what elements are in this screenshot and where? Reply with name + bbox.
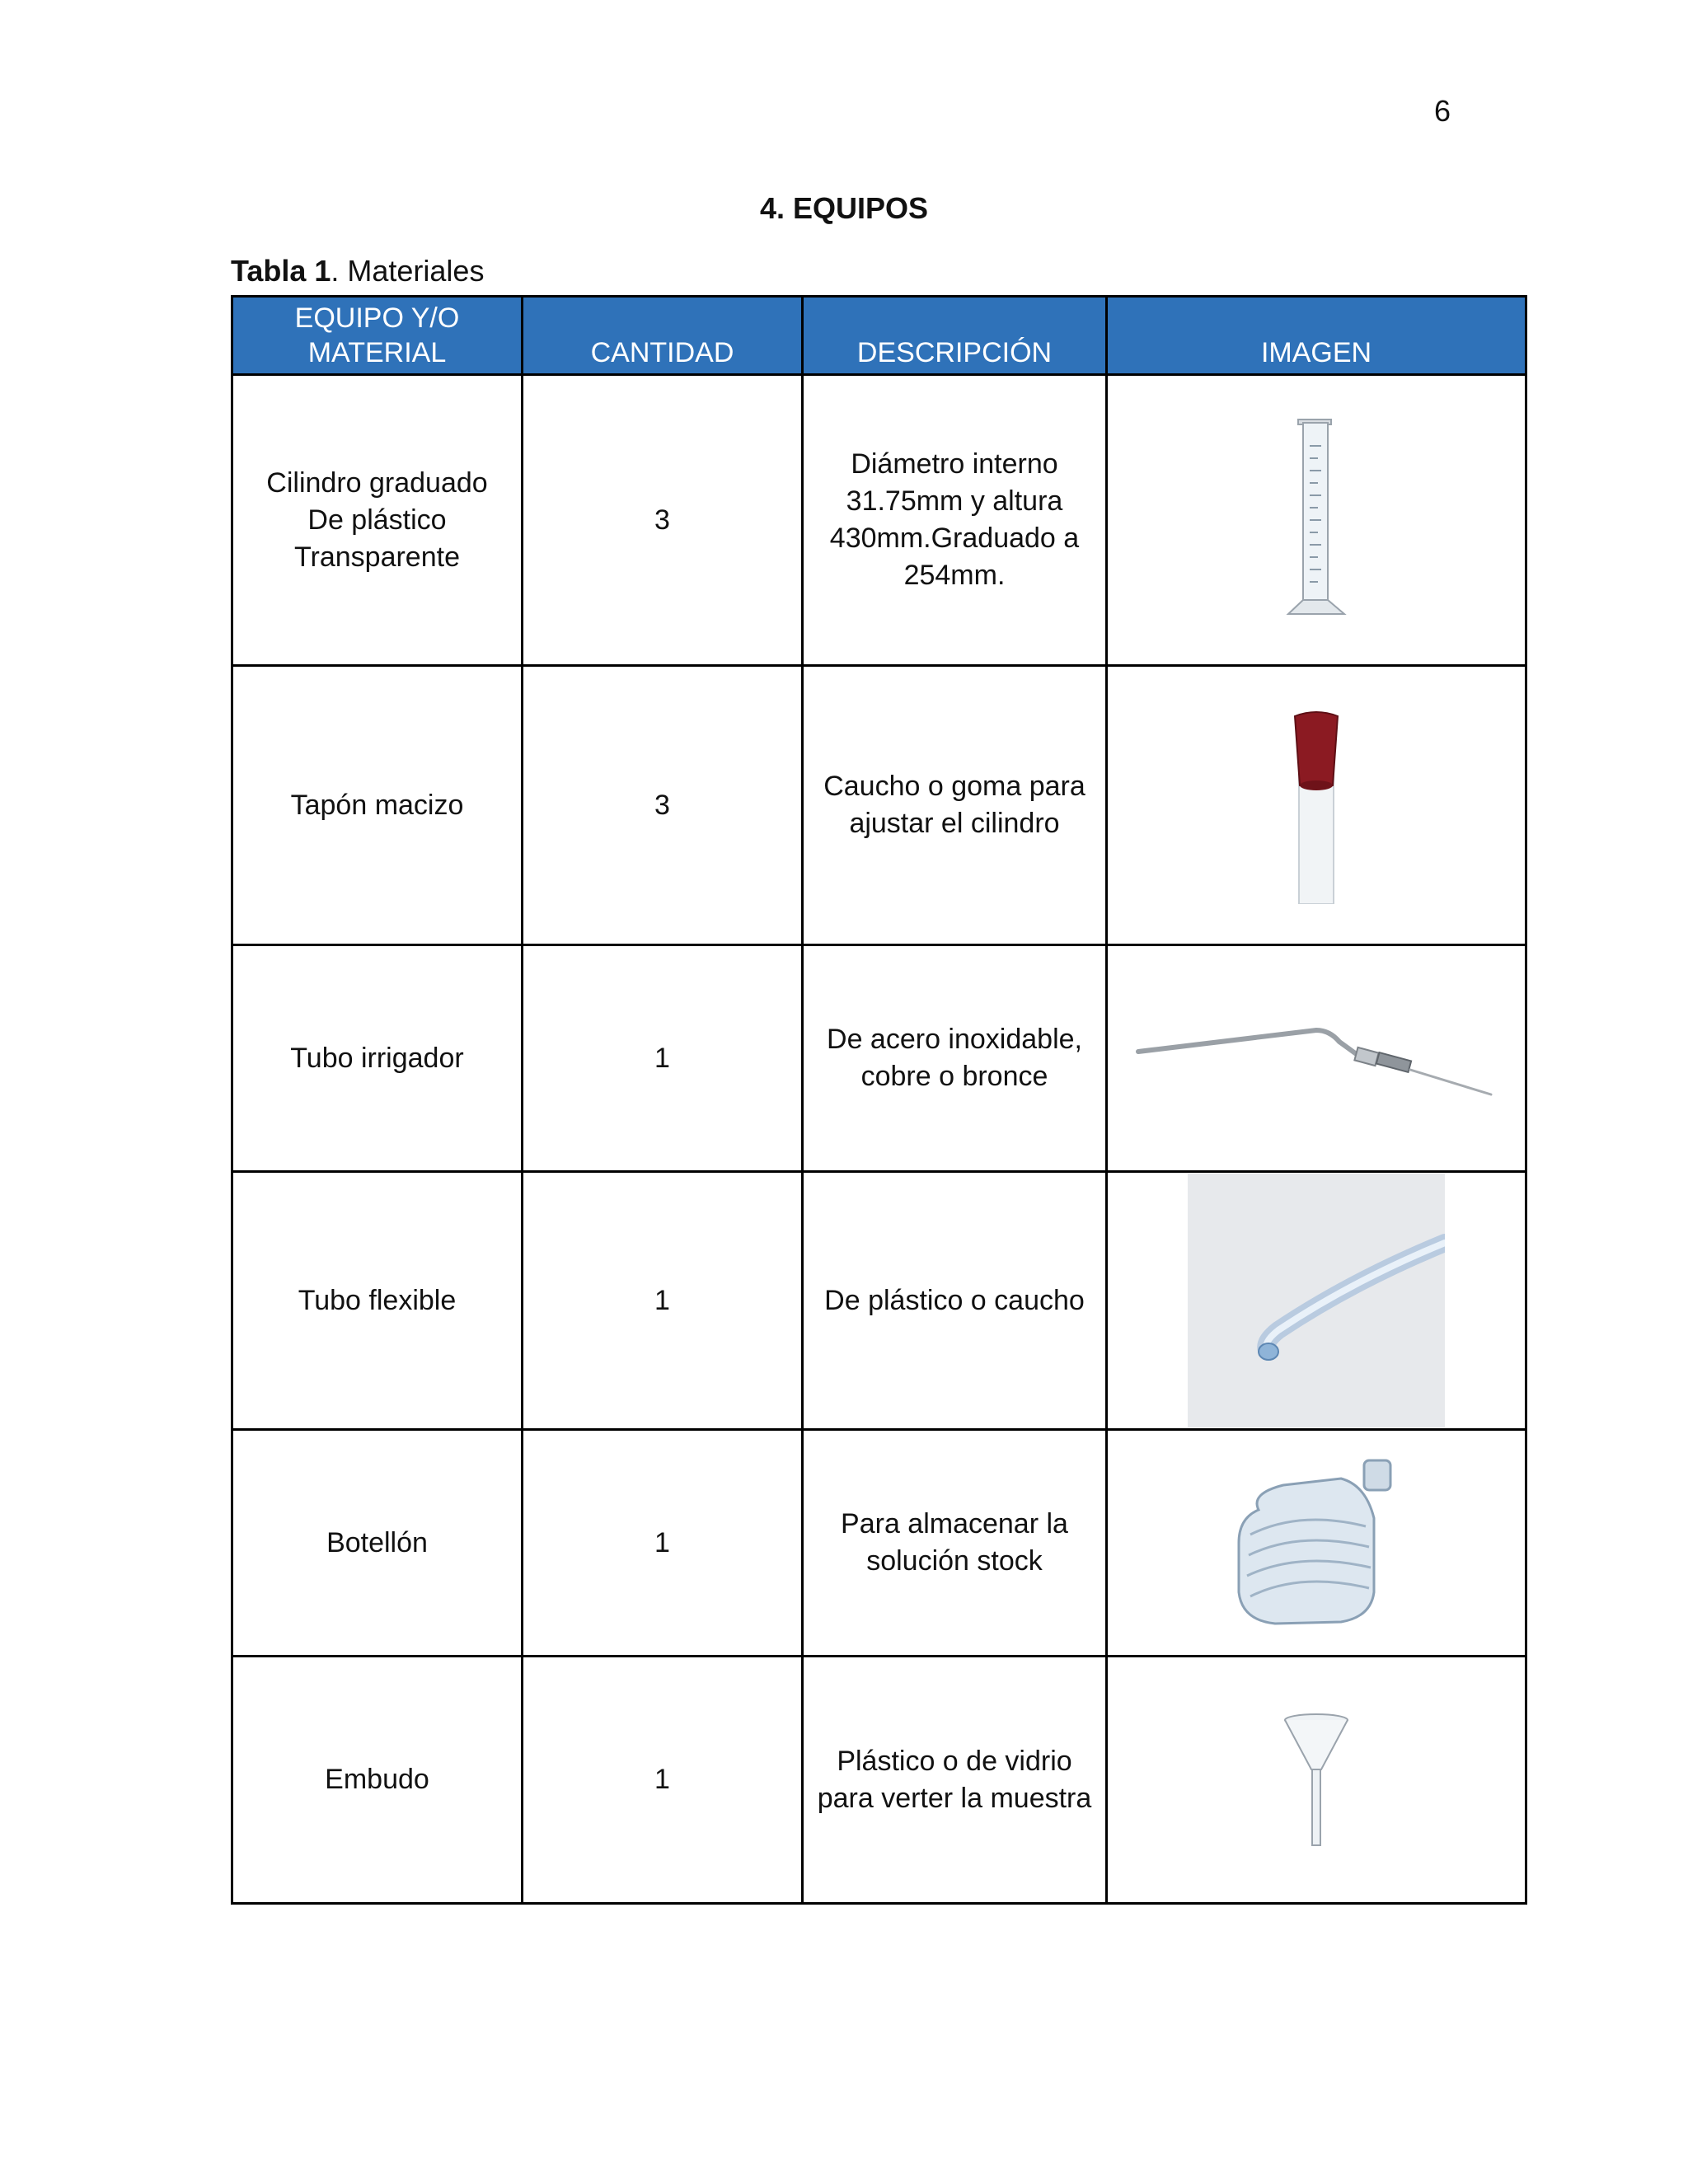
cell-imagen (1107, 1657, 1526, 1904)
table-row (232, 945, 1526, 1172)
table-caption (231, 254, 484, 288)
flexible-tube-icon (1188, 1174, 1445, 1427)
header-descripcion: DESCRIPCIÓN (803, 297, 1107, 375)
section-title: 4. EQUIPOS (759, 191, 929, 225)
bottle-icon (1217, 1452, 1415, 1633)
cell-cantidad: 1 (523, 1657, 803, 1904)
table-header-row (232, 297, 1526, 375)
cell-imagen (1107, 1430, 1526, 1657)
cell-cantidad: 3 (523, 375, 803, 666)
cell-descripcion: Plástico o de vidrio para verter la muestra (803, 1657, 1107, 1904)
cell-material: Tapón macizo (232, 666, 523, 945)
cell-imagen (1107, 945, 1526, 1172)
table-row (232, 1172, 1526, 1430)
table-row (232, 1657, 1526, 1904)
cell-material: Botellón (232, 1430, 523, 1657)
header-imagen: IMAGEN (1107, 297, 1526, 375)
table-row (232, 1430, 1526, 1657)
header-material: EQUIPO Y/O MATERIAL (232, 297, 523, 375)
caption-label: Tabla 1 (231, 254, 331, 288)
graduated-cylinder-icon (1267, 413, 1366, 627)
cell-descripcion: De plástico o caucho (803, 1172, 1107, 1430)
cell-descripcion: Caucho o goma para ajustar el cilindro (803, 666, 1107, 945)
cell-descripcion: De acero inoxidable, cobre o bronce (803, 945, 1107, 1172)
table-row (232, 666, 1526, 945)
cell-material: Cilindro graduado De plástico Transparente (232, 375, 523, 666)
cell-descripcion: Para almacenar la solución stock (803, 1430, 1107, 1657)
cell-material: Embudo (232, 1657, 523, 1904)
table-row (232, 375, 1526, 666)
cell-imagen (1107, 1172, 1526, 1430)
cell-descripcion: Diámetro interno 31.75mm y altura 430mm.Graduado a 254mm. (803, 375, 1107, 666)
cell-cantidad: 1 (523, 1172, 803, 1430)
funnel-icon (1275, 1710, 1357, 1850)
cell-material: Tubo flexible (232, 1172, 523, 1430)
page-number: 6 (1433, 94, 1451, 128)
cell-imagen (1107, 666, 1526, 945)
cell-imagen (1107, 375, 1526, 666)
cell-cantidad: 1 (523, 945, 803, 1172)
irrigation-tube-icon (1135, 1009, 1498, 1108)
cell-cantidad: 3 (523, 666, 803, 945)
cell-cantidad: 1 (523, 1430, 803, 1657)
caption-text: . Materiales (331, 254, 485, 288)
cell-material: Tubo irrigador (232, 945, 523, 1172)
rubber-stopper-icon (1267, 706, 1366, 904)
materials-table (231, 295, 1527, 1905)
header-cantidad: CANTIDAD (523, 297, 803, 375)
